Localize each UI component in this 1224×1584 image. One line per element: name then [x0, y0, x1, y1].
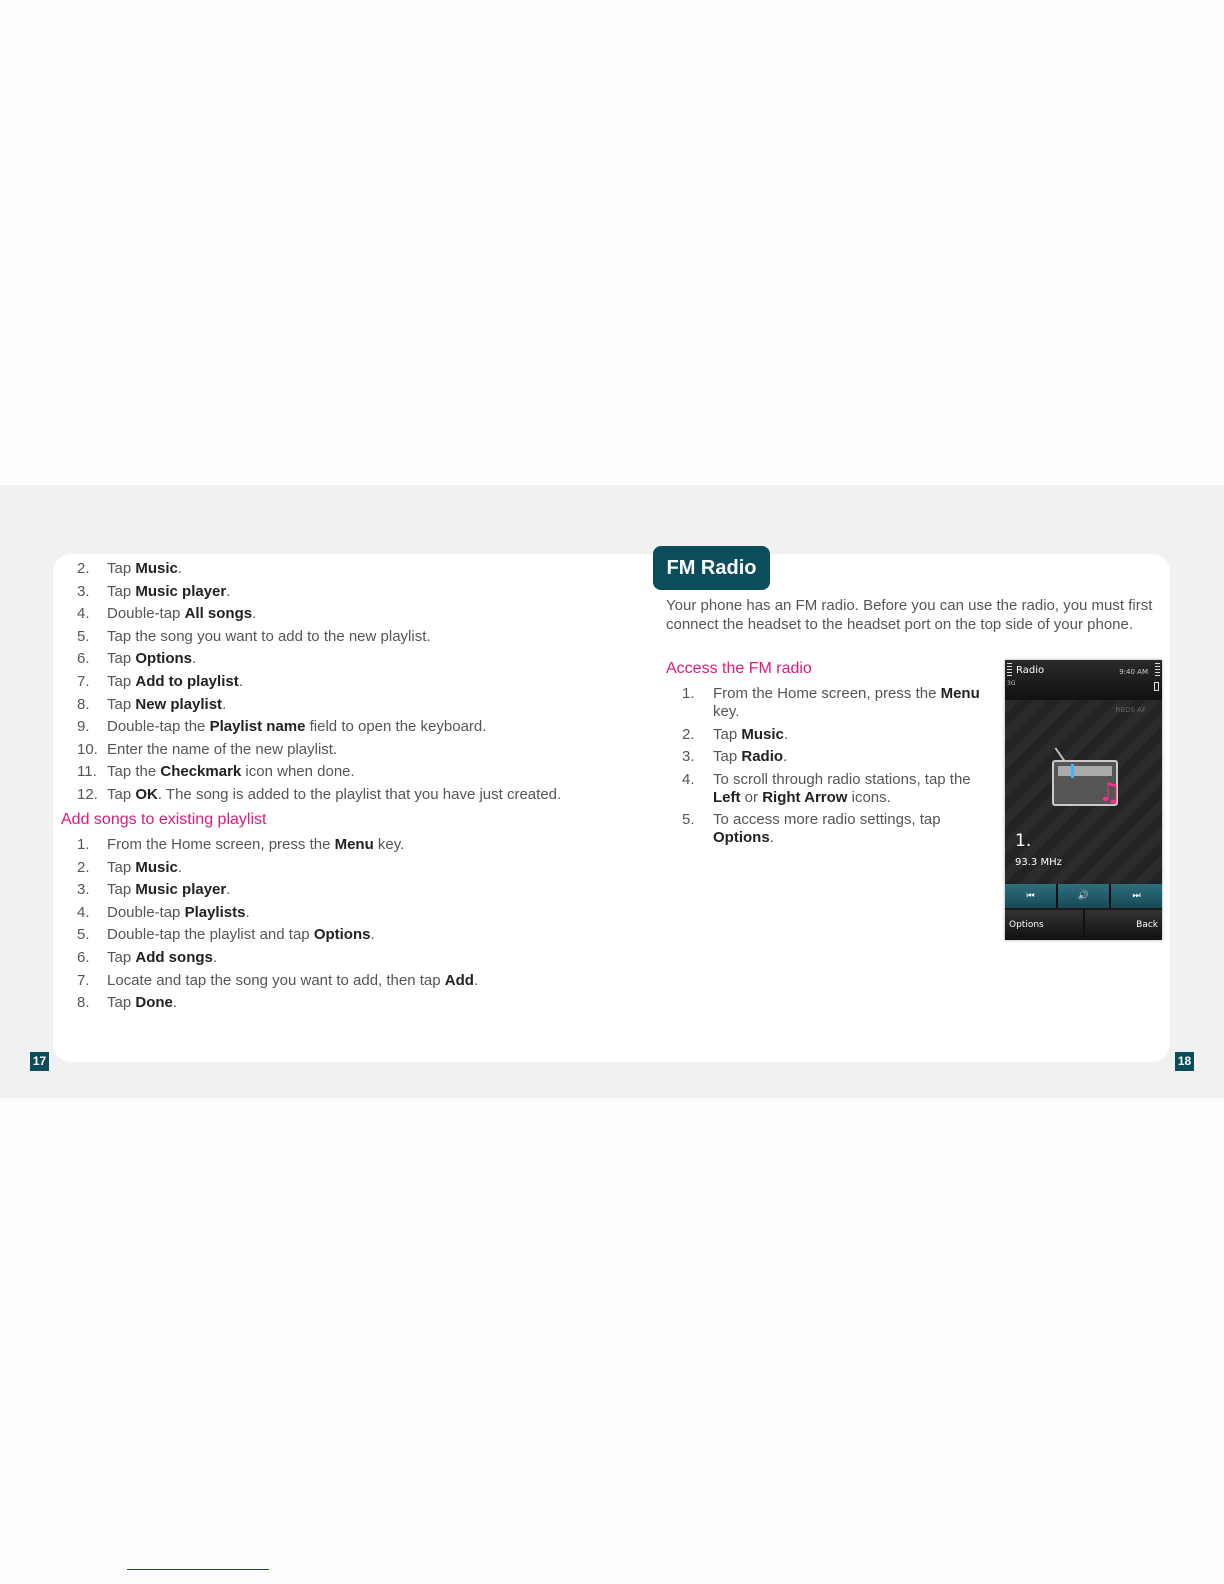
step-number: 7.	[77, 672, 90, 690]
step-keyword: Menu	[940, 685, 980, 702]
step-text: .	[370, 926, 375, 944]
step-text: . The song is added to the playlist that you have just created.	[157, 785, 562, 803]
steps-list-existing-playlist	[61, 836, 601, 1012]
step-text: .	[783, 725, 789, 743]
step-keyword: Playlists	[184, 903, 246, 921]
volume-button[interactable]: 🔊	[1058, 884, 1109, 908]
list-item	[61, 859, 601, 877]
radio-controls	[1005, 884, 1162, 908]
list-item	[666, 726, 996, 744]
battery-bars-icon	[1155, 663, 1160, 677]
step-number: 5.	[77, 926, 90, 944]
list-item	[61, 696, 601, 714]
step-text: .	[177, 560, 183, 577]
list-item	[61, 673, 601, 691]
subhead-add-songs: Add songs to existing playlist	[61, 810, 267, 828]
phone-screenshot	[1005, 660, 1162, 940]
list-item	[61, 836, 601, 854]
step-text: .	[226, 582, 231, 600]
step-keyword: Right Arrow	[762, 788, 848, 806]
step-number: 3.	[682, 748, 695, 766]
step-keyword: Playlist name	[209, 718, 306, 736]
step-keyword: Add to playlist	[135, 672, 239, 690]
step-text: Locate and tap the song you want to add, then tap	[107, 971, 445, 989]
list-item	[61, 628, 601, 646]
step-text: Double-tap	[107, 605, 185, 623]
list-item	[61, 763, 601, 781]
step-text: Double-tap	[107, 903, 185, 921]
right-column	[666, 659, 996, 852]
phone-clock: 9:40 AM	[1119, 668, 1148, 676]
step-text: .	[238, 672, 243, 690]
phone-status-bar	[1005, 660, 1162, 700]
step-text: Double-tap the	[107, 718, 210, 736]
step-text: key.	[713, 703, 740, 720]
list-item	[61, 994, 601, 1012]
signal-icon	[1007, 663, 1012, 677]
step-number: 1.	[682, 685, 695, 702]
step-text: Tap	[107, 650, 136, 668]
network-indicator: 3G	[1007, 680, 1016, 687]
step-number: 8.	[77, 695, 90, 713]
step-text: Tap the	[107, 763, 161, 781]
step-text: key.	[373, 835, 405, 853]
step-text: From the Home screen, press the	[713, 685, 941, 702]
step-text: Tap the song you want to add to the new playlist.	[107, 627, 431, 645]
step-text: Tap	[713, 725, 742, 743]
step-number: 2.	[77, 560, 90, 577]
list-item	[666, 748, 996, 766]
list-item	[61, 650, 601, 668]
phone-app-title: Radio	[1016, 665, 1045, 676]
step-text: Tap	[107, 582, 136, 600]
list-item	[61, 786, 601, 804]
step-text: .	[769, 829, 774, 847]
step-number: 4.	[682, 770, 695, 788]
step-keyword: Options	[135, 650, 193, 668]
list-item	[61, 926, 601, 944]
step-text: icon when done.	[241, 763, 355, 781]
step-number: 6.	[77, 650, 90, 668]
list-item	[61, 605, 601, 623]
step-text: To access more radio settings, tap	[713, 811, 941, 829]
step-text: .	[245, 903, 250, 921]
step-number: 2.	[77, 858, 90, 876]
step-text: Tap	[107, 994, 136, 1012]
step-keyword: Left	[713, 788, 741, 806]
previous-station-button[interactable]: ⏮	[1005, 884, 1056, 908]
step-keyword: OK	[135, 785, 158, 803]
step-number: 10.	[77, 740, 98, 758]
radio-dial	[1058, 766, 1112, 776]
steps-list-fm-radio	[666, 685, 996, 847]
step-text: Enter the name of the new playlist.	[107, 740, 338, 758]
step-text: Tap	[107, 560, 136, 577]
list-item	[61, 972, 601, 990]
back-softkey[interactable]: Back	[1085, 910, 1163, 940]
step-text: or	[740, 788, 763, 806]
page-number-left: 17	[30, 1052, 49, 1071]
list-item	[666, 771, 996, 807]
step-number: 3.	[77, 881, 90, 899]
step-number: 9.	[77, 718, 90, 736]
subhead-access-radio: Access the FM radio	[666, 660, 812, 677]
footer-rule	[127, 1569, 269, 1570]
step-keyword: All songs	[184, 605, 253, 623]
next-station-button[interactable]: ⏭	[1111, 884, 1162, 908]
step-keyword: Radio	[741, 748, 784, 766]
step-text: Tap	[107, 695, 136, 713]
step-number: 7.	[77, 971, 90, 989]
list-item	[666, 811, 996, 847]
step-keyword: New playlist	[135, 695, 223, 713]
rds-indicator: RBDS AF	[1115, 706, 1146, 714]
step-keyword: Add	[444, 971, 474, 989]
step-text: From the Home screen, press the	[107, 835, 335, 853]
step-number: 2.	[682, 725, 695, 743]
step-keyword: Options	[713, 829, 770, 847]
left-column	[61, 560, 601, 1017]
step-number: 12.	[77, 785, 98, 803]
step-text: Tap	[107, 785, 136, 803]
section-title: FM Radio	[653, 546, 770, 590]
step-text: icons.	[847, 788, 891, 806]
step-text: .	[226, 881, 231, 899]
steps-list-new-playlist	[61, 560, 601, 804]
station-frequency: 93.3 MHz	[1015, 857, 1062, 868]
step-text: field to open the keyboard.	[305, 718, 487, 736]
step-text: .	[192, 650, 197, 668]
step-keyword: Music	[741, 725, 784, 743]
step-keyword: Music player	[135, 582, 227, 600]
step-number: 11.	[77, 763, 97, 781]
page-number-right: 18	[1175, 1052, 1194, 1071]
radio-display	[1005, 700, 1162, 884]
battery-icon	[1154, 682, 1159, 691]
step-text: .	[783, 748, 788, 766]
step-number: 1.	[77, 835, 90, 853]
list-item	[61, 560, 601, 578]
list-item	[61, 949, 601, 967]
step-keyword: Checkmark	[160, 763, 242, 781]
softkey-bar	[1005, 910, 1162, 940]
list-item	[61, 741, 601, 759]
step-text: Tap	[713, 748, 742, 766]
step-keyword: Music	[135, 560, 178, 577]
step-number: 3.	[77, 582, 90, 600]
step-text: Double-tap the playlist and tap	[107, 926, 314, 944]
step-number: 5.	[682, 811, 695, 829]
list-item	[666, 685, 996, 721]
step-keyword: Add songs	[135, 948, 213, 966]
list-item	[61, 718, 601, 736]
step-text: Tap	[107, 881, 136, 899]
step-keyword: Music player	[135, 881, 227, 899]
step-text: .	[473, 971, 479, 989]
list-item	[61, 904, 601, 922]
step-text: .	[172, 994, 178, 1012]
step-keyword: Menu	[334, 835, 374, 853]
step-text: Tap	[107, 948, 136, 966]
step-text: .	[177, 858, 183, 876]
intro-paragraph: Your phone has an FM radio. Before you can use the radio, you must first connect the headset to the headset port on the top side of your phone.	[666, 597, 1153, 633]
step-text: .	[252, 605, 257, 623]
step-text: .	[212, 948, 218, 966]
step-text: .	[222, 695, 227, 713]
music-note-icon: ♫	[1098, 778, 1122, 808]
step-keyword: Music	[135, 858, 178, 876]
station-number: 1.	[1015, 831, 1032, 851]
step-number: 8.	[77, 994, 90, 1012]
options-softkey[interactable]: Options	[1005, 910, 1083, 940]
step-number: 4.	[77, 903, 90, 921]
step-number: 5.	[77, 627, 90, 645]
radio-needle	[1071, 764, 1074, 778]
list-item	[61, 881, 601, 899]
list-item	[61, 583, 601, 601]
step-number: 6.	[77, 948, 90, 966]
step-text: To scroll through radio stations, tap the	[713, 770, 971, 788]
step-number: 4.	[77, 605, 90, 623]
step-keyword: Options	[313, 926, 371, 944]
step-keyword: Done	[135, 994, 173, 1012]
step-text: Tap	[107, 672, 136, 690]
step-text: Tap	[107, 858, 136, 876]
